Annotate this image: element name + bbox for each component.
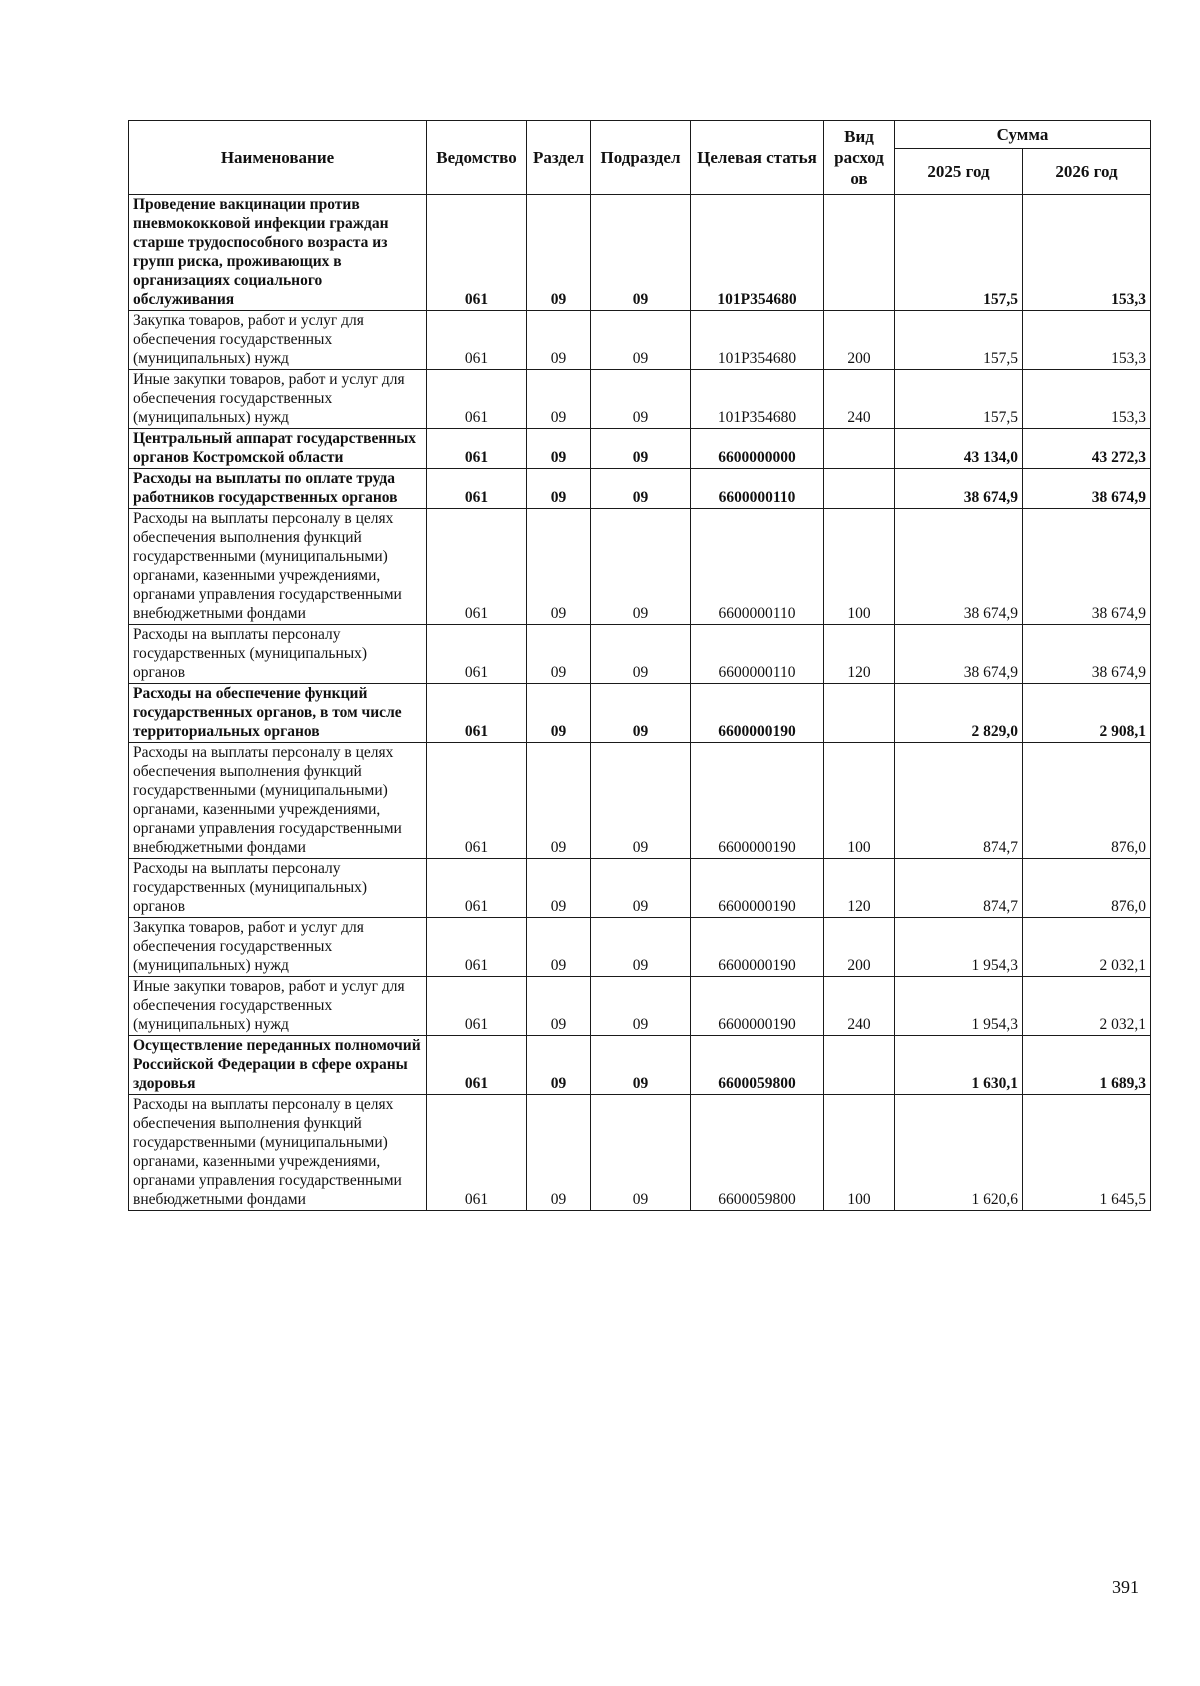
row-sum-2025: 38 674,9 — [895, 509, 1023, 625]
budget-table — [128, 120, 1151, 1211]
row-razdel: 09 — [527, 509, 591, 625]
row-razdel: 09 — [527, 1095, 591, 1211]
row-name: Расходы на выплаты персоналу в целях обеспечения выполнения функций государственными (муниципальными) органами, казенными учреждениями, органами управления государственными внебюджетными фондами — [129, 1095, 427, 1211]
row-name: Иные закупки товаров, работ и услуг для обеспечения государственных (муниципальных) нужд — [129, 977, 427, 1036]
row-razdel: 09 — [527, 684, 591, 743]
row-sum-2026: 2 908,1 — [1023, 684, 1151, 743]
table-body — [129, 195, 1151, 1211]
row-name: Закупка товаров, работ и услуг для обеспечения государственных (муниципальных) нужд — [129, 918, 427, 977]
row-sum-2026: 38 674,9 — [1023, 469, 1151, 509]
row-celevaya-statya: 6600000110 — [691, 625, 824, 684]
row-sum-2026: 1 645,5 — [1023, 1095, 1151, 1211]
row-celevaya-statya: 101P354680 — [691, 311, 824, 370]
table-row — [129, 509, 1151, 625]
row-celevaya-statya: 6600059800 — [691, 1095, 824, 1211]
row-celevaya-statya: 101P354680 — [691, 370, 824, 429]
row-razdel: 09 — [527, 311, 591, 370]
row-podrazdel: 09 — [591, 311, 691, 370]
table-row — [129, 859, 1151, 918]
row-sum-2026: 153,3 — [1023, 370, 1151, 429]
row-celevaya-statya: 6600000110 — [691, 469, 824, 509]
row-vid-raskhodov: 100 — [824, 743, 895, 859]
row-sum-2026: 153,3 — [1023, 311, 1151, 370]
row-vid-raskhodov — [824, 429, 895, 469]
row-sum-2025: 157,5 — [895, 195, 1023, 311]
row-sum-2025: 1 620,6 — [895, 1095, 1023, 1211]
header-razdel: Раздел — [527, 121, 591, 195]
row-name: Осуществление переданных полномочий Российской Федерации в сфере охраны здоровья — [129, 1036, 427, 1095]
header-podrazdel: Подраздел — [591, 121, 691, 195]
row-podrazdel: 09 — [591, 859, 691, 918]
row-vid-raskhodov: 240 — [824, 977, 895, 1036]
row-podrazdel: 09 — [591, 195, 691, 311]
row-name: Расходы на выплаты по оплате труда работников государственных органов — [129, 469, 427, 509]
row-celevaya-statya: 6600000190 — [691, 977, 824, 1036]
row-sum-2026: 876,0 — [1023, 743, 1151, 859]
table-row — [129, 1036, 1151, 1095]
row-razdel: 09 — [527, 977, 591, 1036]
row-sum-2025: 1 954,3 — [895, 918, 1023, 977]
table-row — [129, 370, 1151, 429]
row-name: Центральный аппарат государственных органов Костромской области — [129, 429, 427, 469]
page-number: 391 — [1112, 1577, 1139, 1597]
row-podrazdel: 09 — [591, 625, 691, 684]
header-year-2026: 2026 год — [1023, 149, 1151, 195]
row-podrazdel: 09 — [591, 743, 691, 859]
table-row — [129, 743, 1151, 859]
row-podrazdel: 09 — [591, 1095, 691, 1211]
row-vedomstvo: 061 — [427, 625, 527, 684]
table-row — [129, 977, 1151, 1036]
row-vedomstvo: 061 — [427, 1036, 527, 1095]
row-podrazdel: 09 — [591, 1036, 691, 1095]
row-celevaya-statya: 6600000110 — [691, 509, 824, 625]
row-razdel: 09 — [527, 625, 591, 684]
row-podrazdel: 09 — [591, 370, 691, 429]
row-sum-2025: 157,5 — [895, 311, 1023, 370]
row-vedomstvo: 061 — [427, 977, 527, 1036]
row-vedomstvo: 061 — [427, 311, 527, 370]
row-sum-2025: 874,7 — [895, 743, 1023, 859]
row-name: Расходы на выплаты персоналу государственных (муниципальных) органов — [129, 625, 427, 684]
row-name: Проведение вакцинации против пневмококковой инфекции граждан старше трудоспособного возраста из групп риска, проживающих в организациях социального обслуживания — [129, 195, 427, 311]
row-sum-2025: 38 674,9 — [895, 625, 1023, 684]
row-celevaya-statya: 6600000190 — [691, 684, 824, 743]
row-vedomstvo: 061 — [427, 509, 527, 625]
row-sum-2026: 2 032,1 — [1023, 977, 1151, 1036]
row-vid-raskhodov: 120 — [824, 625, 895, 684]
row-sum-2026: 876,0 — [1023, 859, 1151, 918]
row-vedomstvo: 061 — [427, 469, 527, 509]
row-vedomstvo: 061 — [427, 684, 527, 743]
header-year-2025: 2025 год — [895, 149, 1023, 195]
row-podrazdel: 09 — [591, 429, 691, 469]
row-vid-raskhodov — [824, 469, 895, 509]
row-celevaya-statya: 6600000190 — [691, 859, 824, 918]
row-vid-raskhodov — [824, 195, 895, 311]
row-razdel: 09 — [527, 1036, 591, 1095]
row-sum-2025: 1 954,3 — [895, 977, 1023, 1036]
row-sum-2025: 157,5 — [895, 370, 1023, 429]
row-razdel: 09 — [527, 469, 591, 509]
row-razdel: 09 — [527, 195, 591, 311]
row-vid-raskhodov: 100 — [824, 509, 895, 625]
header-vid-raskhodov: Вид расход ов — [824, 121, 895, 195]
row-vedomstvo: 061 — [427, 429, 527, 469]
row-sum-2025: 38 674,9 — [895, 469, 1023, 509]
row-podrazdel: 09 — [591, 684, 691, 743]
row-celevaya-statya: 6600000000 — [691, 429, 824, 469]
row-sum-2026: 1 689,3 — [1023, 1036, 1151, 1095]
row-podrazdel: 09 — [591, 977, 691, 1036]
row-vid-raskhodov: 120 — [824, 859, 895, 918]
row-vedomstvo: 061 — [427, 859, 527, 918]
row-celevaya-statya: 6600059800 — [691, 1036, 824, 1095]
header-name: Наименование — [129, 121, 427, 195]
row-sum-2026: 43 272,3 — [1023, 429, 1151, 469]
row-razdel: 09 — [527, 918, 591, 977]
header-summa: Сумма — [895, 121, 1151, 149]
row-podrazdel: 09 — [591, 509, 691, 625]
row-vedomstvo: 061 — [427, 743, 527, 859]
header-celevaya-statya: Целевая статья — [691, 121, 824, 195]
row-sum-2026: 38 674,9 — [1023, 509, 1151, 625]
table-row — [129, 918, 1151, 977]
row-vid-raskhodov: 100 — [824, 1095, 895, 1211]
table-row — [129, 429, 1151, 469]
row-name: Иные закупки товаров, работ и услуг для обеспечения государственных (муниципальных) нужд — [129, 370, 427, 429]
row-vid-raskhodov — [824, 684, 895, 743]
row-sum-2025: 1 630,1 — [895, 1036, 1023, 1095]
row-razdel: 09 — [527, 859, 591, 918]
row-razdel: 09 — [527, 743, 591, 859]
table-row — [129, 684, 1151, 743]
header-vedomstvo: Ведомство — [427, 121, 527, 195]
row-vid-raskhodov: 240 — [824, 370, 895, 429]
table-row — [129, 195, 1151, 311]
row-vid-raskhodov: 200 — [824, 311, 895, 370]
row-sum-2025: 874,7 — [895, 859, 1023, 918]
row-sum-2025: 2 829,0 — [895, 684, 1023, 743]
row-sum-2026: 38 674,9 — [1023, 625, 1151, 684]
row-name: Расходы на выплаты персоналу государственных (муниципальных) органов — [129, 859, 427, 918]
row-podrazdel: 09 — [591, 469, 691, 509]
row-vid-raskhodov: 200 — [824, 918, 895, 977]
row-vid-raskhodov — [824, 1036, 895, 1095]
row-podrazdel: 09 — [591, 918, 691, 977]
row-name: Расходы на обеспечение функций государственных органов, в том числе территориальных органов — [129, 684, 427, 743]
row-name: Расходы на выплаты персоналу в целях обеспечения выполнения функций государственными (муниципальными) органами, казенными учреждениями, органами управления государственными внебюджетными фондами — [129, 509, 427, 625]
row-sum-2026: 2 032,1 — [1023, 918, 1151, 977]
row-name: Закупка товаров, работ и услуг для обеспечения государственных (муниципальных) нужд — [129, 311, 427, 370]
row-sum-2026: 153,3 — [1023, 195, 1151, 311]
row-sum-2025: 43 134,0 — [895, 429, 1023, 469]
table-header — [129, 121, 1151, 195]
row-razdel: 09 — [527, 429, 591, 469]
table-row — [129, 625, 1151, 684]
row-vedomstvo: 061 — [427, 195, 527, 311]
table-row — [129, 469, 1151, 509]
table-row — [129, 1095, 1151, 1211]
row-vedomstvo: 061 — [427, 370, 527, 429]
row-name: Расходы на выплаты персоналу в целях обеспечения выполнения функций государственными (муниципальными) органами, казенными учреждениями, органами управления государственными внебюджетными фондами — [129, 743, 427, 859]
row-vedomstvo: 061 — [427, 1095, 527, 1211]
row-vedomstvo: 061 — [427, 918, 527, 977]
row-celevaya-statya: 6600000190 — [691, 743, 824, 859]
row-celevaya-statya: 6600000190 — [691, 918, 824, 977]
row-razdel: 09 — [527, 370, 591, 429]
table-row — [129, 311, 1151, 370]
row-celevaya-statya: 101P354680 — [691, 195, 824, 311]
